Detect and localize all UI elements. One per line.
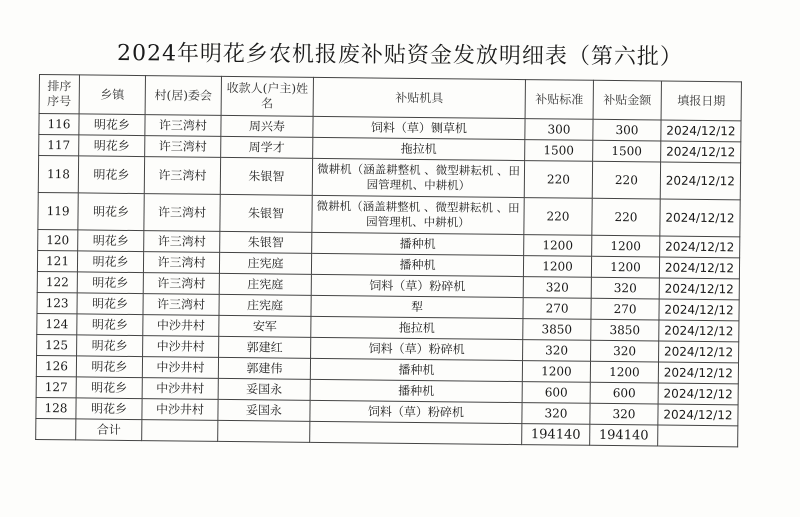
cell-village: 许三湾村 <box>143 273 219 295</box>
cell-amount: 1200 <box>590 361 658 383</box>
cell-date: 2024/12/12 <box>659 320 739 342</box>
cell-payee: 朱银智 <box>220 231 312 253</box>
cell-payee: 妥国永 <box>218 378 310 400</box>
cell-machine: 微耕机（涵盖耕整机 、微型耕耘机 、田园管理机、中耕机） <box>312 158 524 197</box>
cell-seq: 118 <box>38 156 78 193</box>
cell-seq: 117 <box>39 135 79 156</box>
cell-amount: 320 <box>591 277 659 299</box>
cell-date: 2024/12/12 <box>660 162 740 200</box>
cell-township: 明花乡 <box>77 314 143 336</box>
cell-seq: 128 <box>36 397 76 418</box>
cell-date: 2024/12/12 <box>661 120 741 142</box>
cell-payee: 安军 <box>219 315 311 337</box>
subsidy-table-sheet <box>35 74 742 447</box>
cell-machine: 饲料（草）粉碎机 <box>311 337 523 360</box>
header-seq: 排序序号 <box>39 75 79 114</box>
cell-payee: 朱银智 <box>220 157 312 195</box>
cell-date: 2024/12/12 <box>661 141 741 163</box>
cell-amount: 320 <box>591 340 659 362</box>
cell-amount: 320 <box>590 403 658 425</box>
cell-village: 许三湾村 <box>143 294 219 316</box>
cell-payee: 郭建红 <box>219 336 311 358</box>
cell-seq: 124 <box>37 313 77 334</box>
header-township: 乡镇 <box>79 75 145 115</box>
cell-village: 中沙井村 <box>142 378 218 400</box>
cell-township: 明花乡 <box>77 272 143 294</box>
cell-village: 许三湾村 <box>145 136 221 158</box>
cell-village: 许三湾村 <box>144 157 220 195</box>
cell-date: 2024/12/12 <box>658 404 738 426</box>
cell-payee: 庄宪庭 <box>219 273 311 295</box>
cell-machine: 播种机 <box>310 379 522 402</box>
header-standard: 补贴标准 <box>525 80 593 120</box>
cell-standard: 1200 <box>524 235 592 257</box>
cell-seq: 116 <box>39 114 79 135</box>
cell-machine: 拖拉机 <box>311 316 523 339</box>
total-empty-cell <box>36 418 76 439</box>
header-village: 村(居)委会 <box>145 76 221 116</box>
cell-machine: 犁 <box>311 295 523 318</box>
cell-machine: 拖拉机 <box>313 137 525 160</box>
cell-machine: 播种机 <box>312 232 524 255</box>
cell-standard: 220 <box>524 161 592 199</box>
total-empty-cell <box>142 420 218 442</box>
cell-village: 许三湾村 <box>144 194 220 232</box>
cell-amount: 600 <box>590 382 658 404</box>
cell-standard: 320 <box>523 277 591 299</box>
cell-standard: 320 <box>522 403 590 425</box>
total-empty-cell <box>658 425 738 447</box>
cell-village: 许三湾村 <box>144 231 220 253</box>
cell-machine: 饲料（草）铡草机 <box>313 116 525 139</box>
cell-amount: 220 <box>592 161 660 199</box>
header-payee: 收款人(户主)姓名 <box>221 76 313 116</box>
cell-seq: 121 <box>37 250 77 271</box>
header-date: 填报日期 <box>661 81 741 121</box>
subsidy-table <box>35 74 742 447</box>
cell-township: 明花乡 <box>78 193 144 231</box>
cell-seq: 120 <box>38 229 78 250</box>
table-body <box>36 114 741 426</box>
cell-payee: 妥国永 <box>218 399 310 421</box>
header-machine: 补贴机具 <box>313 77 525 118</box>
cell-payee: 朱银智 <box>220 194 312 232</box>
total-amount: 194140 <box>590 424 658 446</box>
cell-township: 明花乡 <box>79 135 145 157</box>
cell-date: 2024/12/12 <box>658 383 738 405</box>
cell-township: 明花乡 <box>76 377 142 399</box>
cell-payee: 庄宪庭 <box>219 294 311 316</box>
cell-date: 2024/12/12 <box>659 257 739 279</box>
cell-township: 明花乡 <box>78 230 144 252</box>
cell-date: 2024/12/12 <box>659 278 739 300</box>
header-amount: 补贴金额 <box>593 80 661 120</box>
cell-payee: 庄宪庭 <box>219 252 311 274</box>
cell-standard: 300 <box>525 119 593 141</box>
cell-standard: 3850 <box>523 319 591 341</box>
cell-machine: 播种机 <box>311 253 523 276</box>
cell-township: 明花乡 <box>76 356 142 378</box>
cell-township: 明花乡 <box>79 114 145 136</box>
cell-amount: 3850 <box>591 319 659 341</box>
cell-amount: 1200 <box>592 235 660 257</box>
cell-village: 许三湾村 <box>143 252 219 274</box>
cell-seq: 126 <box>36 355 76 376</box>
cell-standard: 1500 <box>525 140 593 162</box>
cell-date: 2024/12/12 <box>660 199 740 237</box>
cell-machine: 播种机 <box>310 358 522 381</box>
cell-village: 中沙井村 <box>143 336 219 358</box>
cell-payee: 郭建伟 <box>218 357 310 379</box>
cell-village: 中沙井村 <box>143 315 219 337</box>
cell-village: 中沙井村 <box>142 357 218 379</box>
cell-machine: 饲料（草）粉碎机 <box>311 274 523 297</box>
cell-village: 中沙井村 <box>142 399 218 421</box>
page-title: 2024年明花乡农机报废补贴资金发放明细表（第六批） <box>116 41 684 70</box>
cell-machine: 饲料（草）粉碎机 <box>310 400 522 423</box>
cell-seq: 123 <box>37 292 77 313</box>
cell-seq: 122 <box>37 271 77 292</box>
cell-standard: 320 <box>523 340 591 362</box>
cell-village: 许三湾村 <box>145 115 221 137</box>
cell-payee: 周学才 <box>221 136 313 158</box>
cell-township: 明花乡 <box>77 251 143 273</box>
cell-amount: 1200 <box>591 256 659 278</box>
total-label: 合计 <box>76 419 142 441</box>
cell-amount: 220 <box>592 198 660 236</box>
cell-standard: 270 <box>523 298 591 320</box>
total-empty-cell <box>218 420 310 442</box>
cell-payee: 周兴寿 <box>221 115 313 137</box>
cell-standard: 600 <box>522 382 590 404</box>
cell-standard: 1200 <box>523 256 591 278</box>
cell-township: 明花乡 <box>78 156 144 194</box>
cell-machine: 微耕机（涵盖耕整机 、微型耕耘机 、田园管理机、中耕机） <box>312 195 524 234</box>
cell-township: 明花乡 <box>76 398 142 420</box>
cell-seq: 119 <box>38 192 78 229</box>
total-standard: 194140 <box>522 424 590 446</box>
cell-amount: 1500 <box>593 140 661 162</box>
cell-seq: 125 <box>37 334 77 355</box>
cell-amount: 270 <box>591 298 659 320</box>
cell-township: 明花乡 <box>77 293 143 315</box>
cell-date: 2024/12/12 <box>659 299 739 321</box>
cell-standard: 1200 <box>522 361 590 383</box>
cell-date: 2024/12/12 <box>658 362 738 384</box>
cell-standard: 220 <box>524 198 592 236</box>
cell-amount: 300 <box>593 119 661 141</box>
cell-seq: 127 <box>36 376 76 397</box>
total-empty-cell <box>310 421 522 444</box>
cell-date: 2024/12/12 <box>660 236 740 258</box>
cell-township: 明花乡 <box>77 335 143 357</box>
cell-date: 2024/12/12 <box>659 341 739 363</box>
